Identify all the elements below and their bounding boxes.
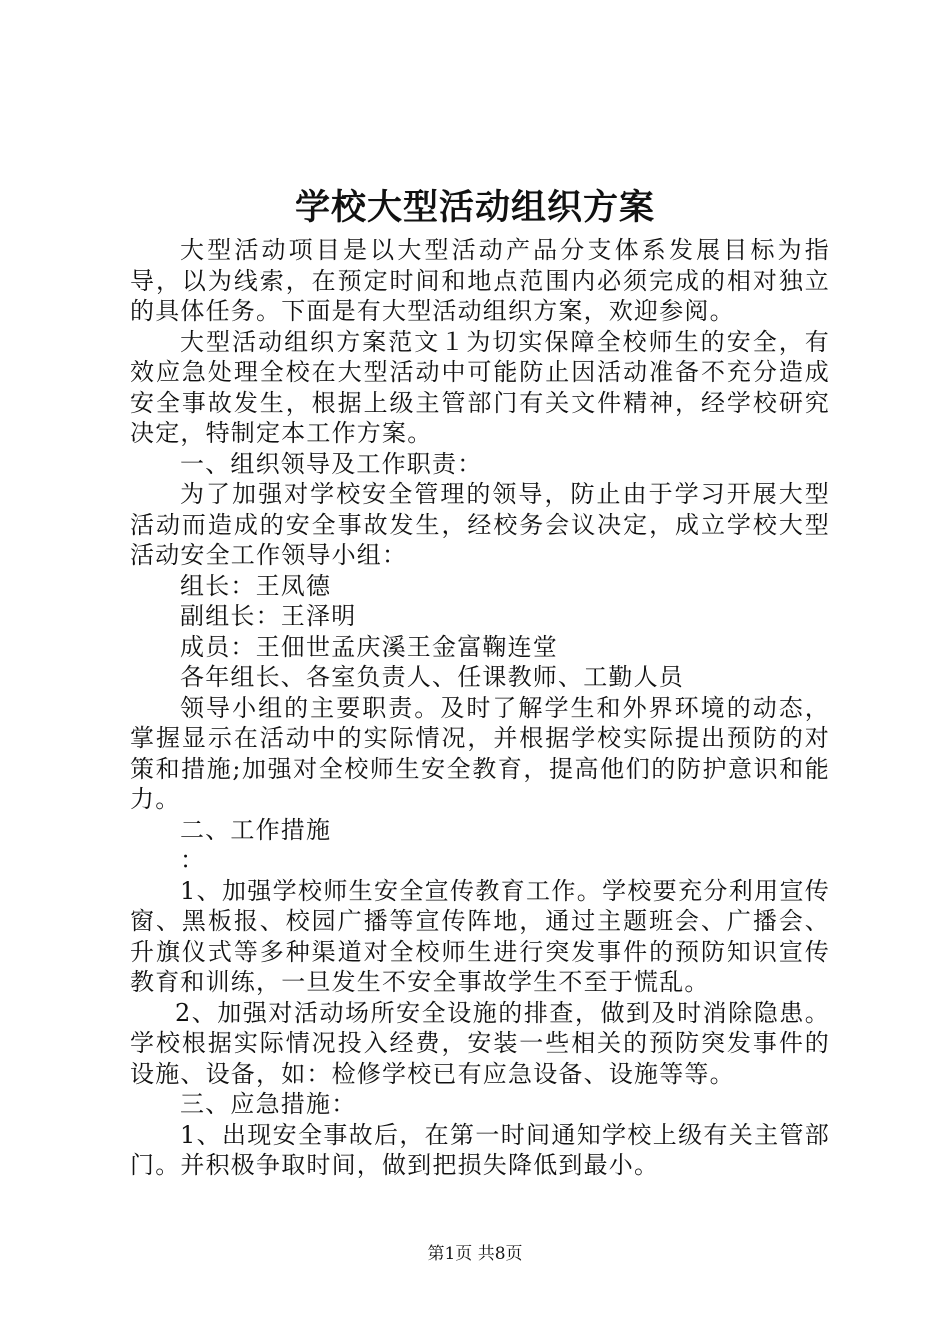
section-heading-measures: 二、工作措施 bbox=[180, 815, 332, 844]
list-item-members: 成员：王佃世孟庆溪王金富鞠连堂 bbox=[180, 632, 558, 661]
section-heading-organization: 一、组织领导及工作职责： bbox=[180, 449, 483, 478]
paragraph-duties: 领导小组的主要职责。及时了解学生和外界环境的动态，掌握显示在活动中的实际情况，并根据学校实际提出预防的对策和措施;加强对全校师生安全教育，提高他们的防护意识和能力。 bbox=[130, 693, 830, 813]
document-body bbox=[130, 235, 830, 1181]
list-item-deputy-leader: 副组长：王泽明 bbox=[180, 602, 357, 630]
paragraph-emergency-one: 1、出现安全事故后，在第一时间通知学校上级有关主管部门。并积极争取时间，做到把损失降低到最小。 bbox=[130, 1120, 830, 1179]
section-heading-emergency: 三、应急措施： bbox=[180, 1090, 357, 1118]
list-item-staff: 各年组长、各室负责人、任课教师、工勤人员 bbox=[180, 663, 684, 691]
page-number-footer: 第1页 共8页 bbox=[427, 1244, 523, 1264]
document-title: 学校大型活动组织方案 bbox=[294, 187, 655, 228]
paragraph-measure-two: 2、加强对活动场所安全设施的排查，做到及时消除隐患。学校根据实际情况投入经费，安装一些相关的预防突发事件的设施、设备，如：检修学校已有应急设备、设施等等。 bbox=[130, 998, 830, 1088]
paragraph-colon: ： bbox=[180, 846, 206, 874]
paragraph-leadership-group: 为了加强对学校安全管理的领导，防止由于学习开展大型活动而造成的安全事故发生，经校务会议决定，成立学校大型活动安全工作领导小组： bbox=[130, 480, 830, 569]
paragraph-measure-one: 1、加强学校师生安全宣传教育工作。学校要充分利用宣传窗、黑板报、校园广播等宣传阵地，通过主题班会、广播会、升旗仪式等多种渠道对全校师生进行突发事件的预防知识宣传教育和训练，一旦发生不安全事故学生不至于慌乱。 bbox=[130, 876, 830, 996]
list-item-leader: 组长：王凤德 bbox=[180, 571, 332, 600]
paragraph-intro: 大型活动项目是以大型活动产品分支体系发展目标为指导，以为线索，在预定时间和地点范围内必须完成的相对独立的具体任务。下面是有大型活动组织方案，欢迎参阅。 bbox=[130, 236, 830, 325]
paragraph-sample-one: 大型活动组织方案范文１为切实保障全校师生的安全，有效应急处理全校在大型活动中可能防止因活动准备不充分造成安全事故发生，根据上级主管部门有关文件精神，经学校研究决定，特制定本工作方案。 bbox=[130, 327, 830, 447]
